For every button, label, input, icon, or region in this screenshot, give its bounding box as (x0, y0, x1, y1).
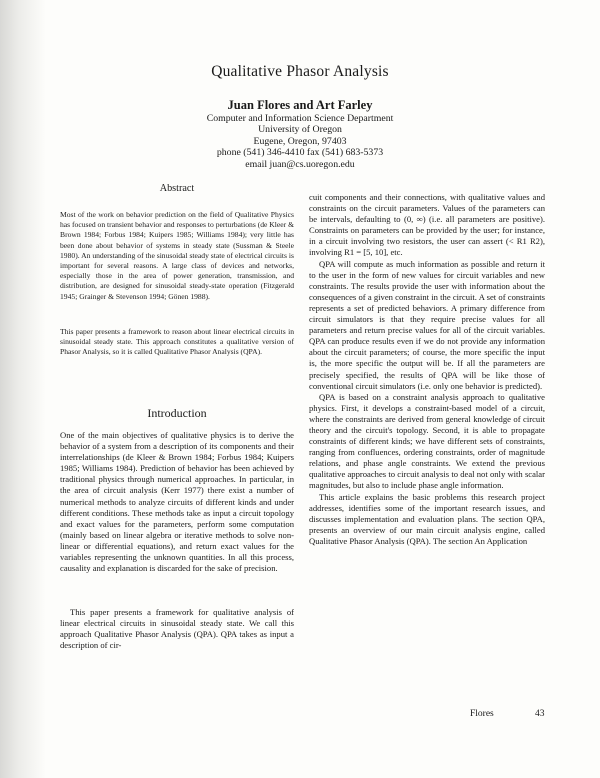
body-paragraph: cuit components and their connections, with qualitative values and constraints on the circuit parameters. Values of the parameters can be intervals, defaulting to (0, ∞) (i.e. all parameters are positive). Constraints on parameters can be provided by the user; for instance, in a circuit involving two resistors, the user can assert (< R1 R2), involving R1 = [5, 10], etc. (309, 192, 545, 258)
introduction-text: One of the main objectives of qualitative physics is to derive the behavior of a system from a description of its components and their interrelationships (de Kleer & Brown 1984; Forbus 1984; Kuipers 1985; Williams 1984). Prediction of behavior has been achieved by traditional physics through numerical approaches. In particular, in the area of circuit analysis (Kerr 1977) there exist a number of numerical methods to analyze circuits of different kinds and under different conditions. These methods take as input a circuit topology and exact values for the parameters, perform some computation (mainly based on linear algebra or iterative methods to solve non-linear or differential equations), and return exact values for the variables representing the unknown quantities. In all this process, causality and explanation is discarded for the sake of precision. (60, 430, 294, 574)
introduction-heading: Introduction (147, 406, 207, 420)
body-paragraph: QPA will compute as much information as possible and return it to the user in the form of new values for circuit variables and new constraints. The results provide the user with information about the consequences of a given constraint in the circuit. A set of constraints represents a set of predicted behaviors. A primary difference from circuit simulators is that they require precise values for all parameters and return precise values for all of the circuit variables. QPA can produce results even if we do not provide any information about the circuit parameters; of course, the more specific the input is, the more specific the output will be. If all the parameters are precisely specified, the results of QPA will be like those of conventional circuit simulators (i.e. only one behavior is predicted). (309, 258, 545, 391)
body-paragraph: This article explains the basic problems this research project addresses, identifies some of the important research issues, and discusses implementation and evaluation plans. The section QPA, presents an overview of our main circuit analysis engine, called Qualitative Phasor Analysis (QPA). The section An Application (309, 491, 545, 546)
page-number: 43 (535, 709, 545, 719)
affiliation-line: Computer and Information Science Department (206, 113, 394, 124)
introduction-paragraph (60, 430, 294, 574)
body-paragraph: QPA is based on a constraint analysis approach to qualitative physics. First, it develops a constraint-based model of a circuit, where the constraints are derived from general knowledge of circuit theory and the circuit's topology. Second, it is able to propagate constraints of different kinds; we have different sets of constraints, ranging from confluences, ordering constraints, order of magnitude relations, and phase angle constraints. We extend the previous qualitative approaches to circuit analysis to deal not only with scalar magnitudes, but also to include phase angle information. (309, 391, 545, 491)
introduction-text: This paper presents a framework for qualitative analysis of linear electrical circuits in sinusoidal steady state. We call this approach Qualitative Phasor Analysis (QPA). QPA takes as input a description of cir- (60, 607, 294, 651)
abstract-paragraph (60, 210, 294, 302)
affiliation-line: phone (541) 346-4410 fax (541) 683-5373 (216, 147, 384, 159)
affiliation-line: Eugene, Oregon, 97403 (253, 135, 347, 147)
abstract-text: This paper presents a framework to reason about linear electrical circuits in sinusoidal steady state. This approach constitutes a qualitative version of Phasor Analysis, so it is called Qualitative Phasor Analysis (QPA). (60, 327, 294, 357)
abstract-paragraph (60, 327, 294, 358)
introduction-paragraph (60, 607, 294, 651)
paper-authors: Juan Flores and Art Farley (227, 98, 373, 112)
abstract-heading: Abstract (159, 183, 195, 194)
abstract-text: Most of the work on behavior prediction on the field of Qualitative Physics has focused on transient behavior and responses to perturbations (de Kleer & Brown 1984; Forbus 1984; Kuipers 1985; Williams 1984); very little has been done about behavior of systems in steady state (Sussman & Steele 1980). An understanding of the sinusoidal steady state of electrical circuits is important for several reasons. A large class of devices and networks, especially those in the area of power generation, transmission, and distribution, are designed for sinusoidal steady-state operation (Fitzgerald 1945; Grainger & Stevenson 1994; Gönen 1988). (60, 210, 294, 301)
author-affiliation (0, 113, 600, 170)
affiliation-line: University of Oregon (258, 124, 342, 136)
footer-author: Flores (470, 709, 494, 719)
right-column (309, 192, 545, 547)
paper-title: Qualitative Phasor Analysis (211, 63, 389, 80)
affiliation-line: email juan@cs.uoregon.edu (245, 158, 355, 170)
